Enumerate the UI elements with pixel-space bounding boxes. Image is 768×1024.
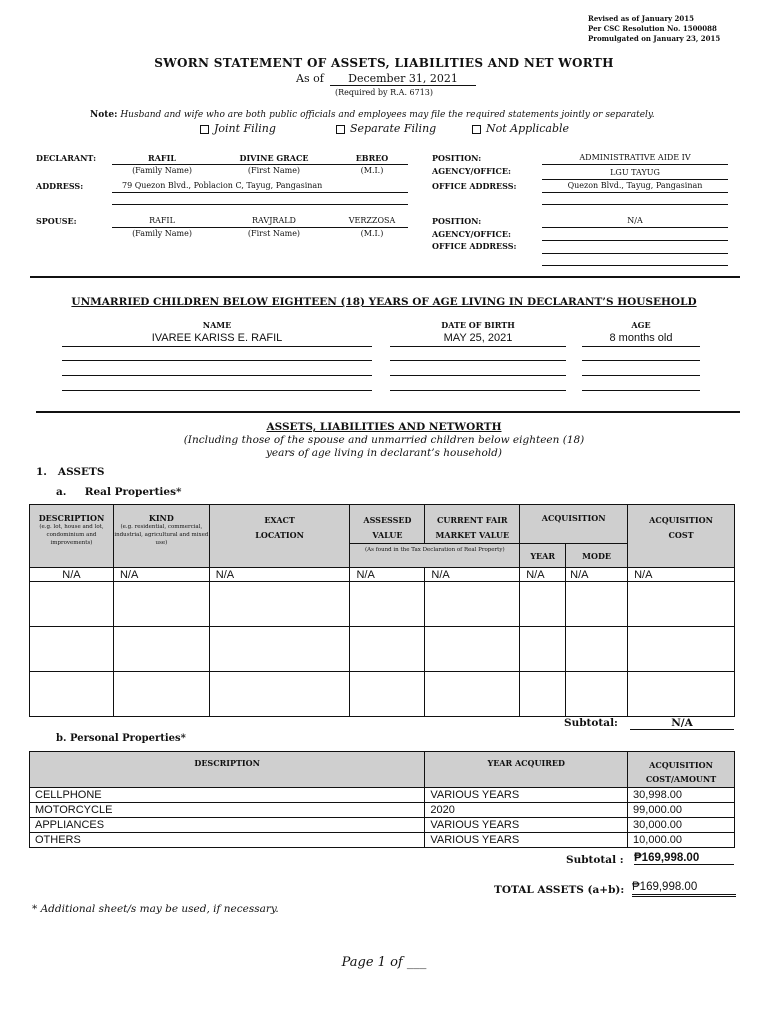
spouse-first-caption: (First Name) [247, 229, 301, 238]
child-name: IVAREE KARISS E. RAFIL [151, 332, 283, 344]
personal-desc-header: DESCRIPTION [30, 752, 425, 788]
not-applicable-option[interactable] [472, 122, 569, 135]
alnw-heading: ASSETS, LIABILITIES AND NETWORTH [266, 421, 502, 433]
real-year-header: YEAR [520, 544, 566, 568]
personal-cell-desc: APPLIANCES [30, 818, 425, 833]
personal-cell-cost: 30,998.00 [628, 788, 735, 803]
personal-cell-desc: OTHERS [30, 833, 425, 848]
personal-year-header: YEAR ACQUIRED [425, 752, 628, 788]
as-of-date: December 31, 2021 [330, 72, 476, 86]
spouse-label: SPOUSE: [36, 216, 77, 226]
real-location-header [209, 505, 350, 568]
declarant-agency: LGU TAYUG [610, 168, 660, 177]
personal-subtotal-label: Subtotal : [566, 854, 624, 866]
real-properties-table [29, 504, 735, 717]
children-heading: UNMARRIED CHILDREN BELOW EIGHTEEN (18) YEARS OF AGE LIVING IN DECLARANT’S HOUSEHOLD [71, 296, 697, 308]
declarant-family-name: RAFIL [148, 153, 176, 163]
child-age: 8 months old [609, 332, 673, 344]
children-age-header: AGE [631, 320, 651, 330]
real-assessed-header-1: ASSESSED [363, 515, 412, 525]
real-cost-header-1: ACQUISITION [649, 515, 713, 525]
real-subtotal-label: Subtotal: [564, 717, 618, 729]
declarant-mi-caption: (M.I.) [360, 166, 384, 175]
real-cost-header-2: COST [668, 530, 694, 540]
table-row [30, 627, 735, 672]
children-name-header: NAME [202, 320, 232, 330]
declarant-label: DECLARANT: [36, 153, 97, 163]
separate-filing-checkbox[interactable] [336, 125, 345, 134]
real-cell-desc: N/A [30, 568, 114, 582]
alnw-subtitle-1: (Including those of the spouse and unmarried children below eighteen (18) [183, 434, 585, 446]
real-fair-value-header [425, 505, 520, 544]
real-mode-header: MODE [566, 544, 628, 568]
personal-cost-header [628, 752, 735, 788]
real-fair-header-1: CURRENT FAIR [436, 515, 508, 525]
real-cell-kind: N/A [113, 568, 209, 582]
table-row [30, 818, 735, 833]
total-assets-value: ₱169,998.00 [632, 881, 736, 897]
page-title: SWORN STATEMENT OF ASSETS, LIABILITIES AND NET WORTH [154, 56, 614, 70]
personal-cell-cost: 99,000.00 [628, 803, 735, 818]
declarant-first-caption: (First Name) [247, 166, 301, 175]
real-assessed-header-2: VALUE [372, 530, 403, 540]
real-cell-cost: N/A [628, 568, 735, 582]
spouse-family-name: RAFIL [149, 216, 175, 225]
revision-line-2: Per CSC Resolution No. 1500088 [588, 24, 717, 33]
spouse-agency-label: AGENCY/OFFICE: [432, 229, 511, 239]
real-acquisition-header: ACQUISITION [520, 505, 628, 544]
table-row [30, 803, 735, 818]
real-kind-header-sub: (e.g. residential, commercial, industrial, agricultural and mixed use) [114, 524, 209, 546]
footnote: * Additional sheet/s may be used, if necessary. [32, 903, 279, 915]
real-location-header-1: EXACT [264, 515, 295, 525]
note-label: Note: [90, 110, 118, 120]
real-subtotal-value: N/A [630, 717, 734, 730]
revision-line-1: Revised as of January 2015 [588, 14, 694, 23]
personal-cell-cost: 10,000.00 [628, 833, 735, 848]
child-dob: MAY 25, 2021 [443, 332, 513, 344]
personal-cell-cost: 30,000.00 [628, 818, 735, 833]
personal-cell-year: VARIOUS YEARS [425, 833, 628, 848]
real-cell-year: N/A [520, 568, 566, 582]
children-dob-header: DATE OF BIRTH [441, 320, 515, 330]
declarant-family-caption: (Family Name) [132, 166, 192, 175]
personal-subtotal-value: ₱169,998.00 [634, 852, 734, 865]
spouse-position: N/A [627, 216, 643, 225]
real-desc-header-sub: (e.g. lot, house and lot, condominium and improvements) [39, 524, 104, 546]
total-assets-label: TOTAL ASSETS (a+b): [494, 884, 625, 896]
spouse-family-caption: (Family Name) [132, 229, 192, 238]
office-address-label: OFFICE ADDRESS: [432, 181, 517, 191]
spouse-office-address-label: OFFICE ADDRESS: [432, 241, 517, 251]
personal-cost-header-1: ACQUISITION [649, 760, 713, 770]
joint-filing-checkbox[interactable] [200, 125, 209, 134]
filing-note [90, 110, 655, 120]
alnw-subtitle-2: years of age living in declarant’s household) [266, 447, 502, 459]
table-row [30, 568, 735, 582]
real-cell-location: N/A [209, 568, 350, 582]
separate-filing-option[interactable] [336, 122, 436, 135]
as-of-label: As of [296, 72, 324, 85]
position-label: POSITION: [432, 153, 482, 163]
real-cell-mode: N/A [566, 568, 628, 582]
personal-cell-year: 2020 [425, 803, 628, 818]
real-kind-header [113, 505, 209, 568]
joint-filing-option[interactable] [200, 122, 276, 135]
address-label: ADDRESS: [36, 181, 84, 191]
revision-line-3: Promulgated on January 23, 2015 [588, 34, 721, 43]
real-location-header-2: LOCATION [255, 530, 304, 540]
real-properties-label: a. Real Properties* [56, 486, 182, 498]
not-applicable-label: Not Applicable [486, 122, 570, 135]
table-row [30, 582, 735, 627]
real-desc-header [30, 505, 114, 568]
declarant-office-address: Quezon Blvd., Tayug, Pangasinan [567, 181, 703, 190]
table-row [30, 672, 735, 717]
declarant-position: ADMINISTRATIVE AIDE IV [579, 153, 691, 162]
spouse-mi-caption: (M.I.) [360, 229, 384, 238]
table-row [30, 833, 735, 848]
personal-cell-year: VARIOUS YEARS [425, 788, 628, 803]
real-assessed-header [350, 505, 425, 544]
not-applicable-checkbox[interactable] [472, 125, 481, 134]
personal-properties-label: b. Personal Properties* [56, 733, 186, 744]
assets-label: 1. ASSETS [36, 466, 105, 478]
declarant-middle-initial: EBREO [355, 153, 389, 163]
personal-cell-desc: CELLPHONE [30, 788, 425, 803]
required-note: (Required by R.A. 6713) [334, 88, 434, 97]
real-cell-fair-value: N/A [425, 568, 520, 582]
page-number: Page 1 of ___ [341, 955, 427, 970]
real-cell-assessed: N/A [350, 568, 425, 582]
spouse-first-name: RAVJRALD [252, 216, 296, 225]
personal-cost-header-2: COST/AMOUNT [645, 774, 717, 784]
table-row [30, 788, 735, 803]
agency-label: AGENCY/OFFICE: [432, 166, 511, 176]
declarant-first-name: DIVINE GRACE [239, 153, 309, 163]
declarant-address: 79 Quezon Blvd., Poblacion C, Tayug, Pangasinan [122, 181, 323, 190]
real-cost-header [628, 505, 735, 568]
personal-cell-year: VARIOUS YEARS [425, 818, 628, 833]
note-text: Husband and wife who are both public officials and employees may file the required statements jointly or separately. [120, 110, 655, 120]
real-kind-header-text: KIND [148, 513, 174, 523]
real-fair-header-2: MARKET VALUE [435, 530, 510, 540]
real-desc-header-text: DESCRIPTION [38, 513, 105, 523]
spouse-position-label: POSITION: [432, 216, 482, 226]
revision-block [588, 14, 720, 44]
spouse-middle-initial: VERZZOSA [348, 216, 396, 225]
personal-properties-table [29, 751, 735, 848]
separate-filing-label: Separate Filing [350, 122, 437, 135]
personal-cell-desc: MOTORCYCLE [30, 803, 425, 818]
joint-filing-label: Joint Filing [214, 122, 276, 135]
real-tax-note: (As found in the Tax Declaration of Real Property) [350, 544, 520, 568]
